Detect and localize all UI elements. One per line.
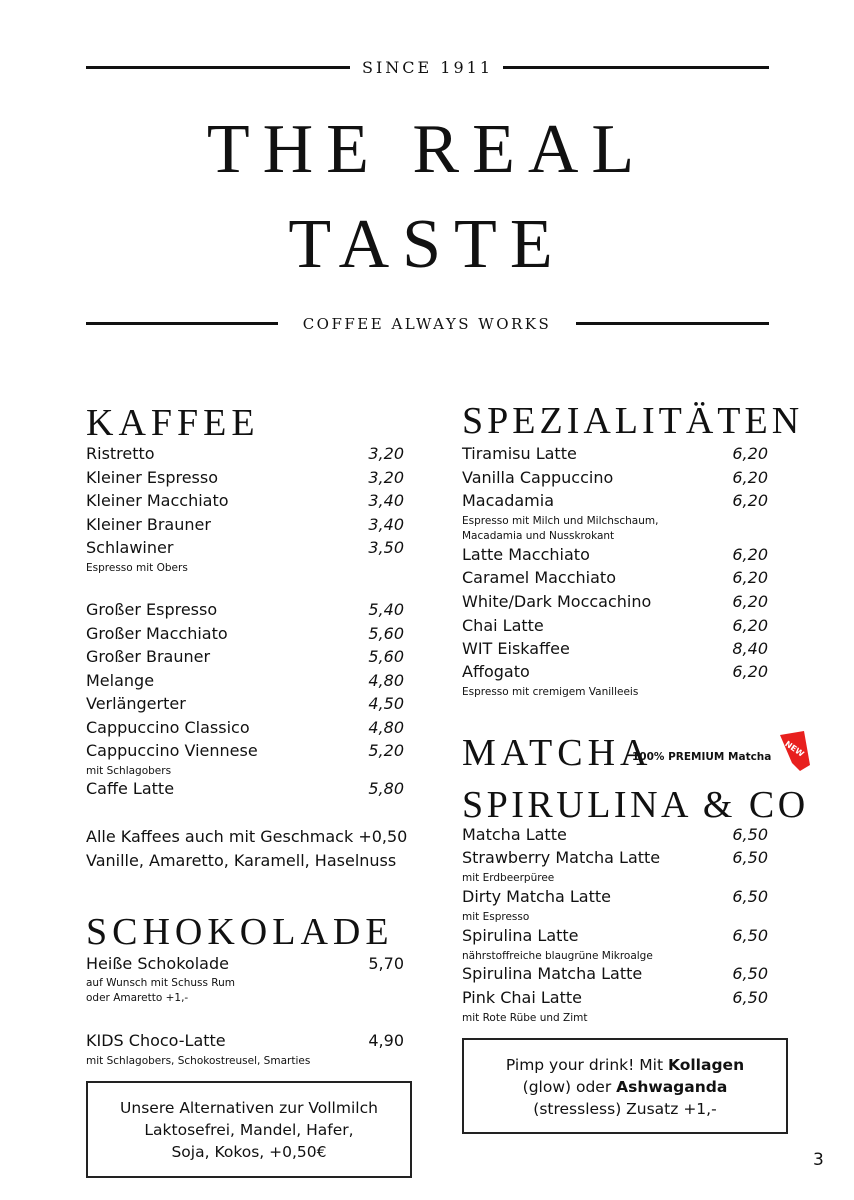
menu-item-price: 5,20 bbox=[368, 741, 404, 760]
menu-item-note: mit Rote Rübe und Zimt bbox=[462, 1012, 588, 1024]
menu-item-note: mit Espresso bbox=[462, 911, 530, 923]
page-number: 3 bbox=[813, 1150, 824, 1170]
menu-item-price: 4,80 bbox=[368, 671, 404, 690]
menu-item-price: 6,20 bbox=[732, 592, 768, 611]
menu-item-name: Pink Chai Latte bbox=[462, 988, 582, 1007]
menu-item-name: Matcha Latte bbox=[462, 825, 567, 844]
menu-item-name: Kleiner Espresso bbox=[86, 468, 219, 487]
since-label: SINCE 1911 bbox=[361, 58, 493, 77]
box-line: (stressless) Zusatz +1,- bbox=[533, 1100, 717, 1118]
menu-item-name: Macadamia bbox=[462, 491, 555, 510]
menu-item-price: 6,50 bbox=[732, 825, 768, 844]
menu-item-name: Kleiner Macchiato bbox=[86, 491, 229, 510]
section-title-spirulina: SPIRULINA & CO bbox=[462, 784, 809, 826]
box-line bbox=[464, 1076, 786, 1098]
flavor-list: Vanille, Amaretto, Karamell, Haselnuss bbox=[86, 851, 397, 870]
menu-item-name: Verlängerter bbox=[86, 694, 186, 713]
menu-item-name: Cappuccino Classico bbox=[86, 718, 250, 737]
menu-item-price: 6,20 bbox=[732, 616, 768, 635]
box-text-bold: Kollagen bbox=[667, 1056, 745, 1074]
new-badge-icon bbox=[780, 731, 810, 771]
menu-item-price: 4,80 bbox=[368, 718, 404, 737]
tagline-rule-left bbox=[86, 322, 278, 325]
menu-item-name: Caramel Macchiato bbox=[462, 568, 616, 587]
menu-item-note: mit Schlagobers, Schokostreusel, Smarties bbox=[86, 1055, 311, 1067]
menu-item-name: Caffe Latte bbox=[86, 779, 175, 798]
header-rule-left bbox=[86, 66, 350, 69]
menu-item-name: Melange bbox=[86, 671, 155, 690]
menu-item-note: nährstoffreiche blaugrüne Mikroalge bbox=[462, 950, 653, 962]
box-text: (glow) oder bbox=[522, 1078, 617, 1096]
menu-item-price: 3,50 bbox=[368, 538, 404, 557]
menu-item-name: Ristretto bbox=[86, 444, 155, 463]
menu-item-name: Großer Brauner bbox=[86, 647, 211, 666]
box-line: Unsere Alternativen zur Vollmilch bbox=[120, 1099, 378, 1117]
menu-item-note: Macadamia und Nusskrokant bbox=[462, 530, 615, 542]
box-line: Laktosefrei, Mandel, Hafer, bbox=[144, 1121, 354, 1139]
menu-item-price: 5,70 bbox=[368, 954, 404, 973]
new-badge-label: NEW bbox=[783, 739, 806, 759]
menu-item-name: Spirulina Matcha Latte bbox=[462, 964, 643, 983]
section-title-matcha: MATCHA bbox=[462, 732, 653, 774]
section-title-kaffee: KAFFEE bbox=[86, 402, 260, 444]
menu-item-price: 5,80 bbox=[368, 779, 404, 798]
section-title-spezialitaeten: SPEZIALITÄTEN bbox=[462, 400, 804, 442]
menu-item-name: WIT Eiskaffee bbox=[462, 639, 570, 658]
menu-item-price: 6,20 bbox=[732, 545, 768, 564]
menu-item-name: White/Dark Moccachino bbox=[462, 592, 652, 611]
menu-item-name: Großer Espresso bbox=[86, 600, 218, 619]
menu-item-note: mit Schlagobers bbox=[86, 765, 172, 777]
menu-item-name: Schlawiner bbox=[86, 538, 174, 557]
menu-item-price: 6,50 bbox=[732, 887, 768, 906]
menu-item-price: 3,40 bbox=[368, 515, 404, 534]
menu-item-note: mit Erdbeerpüree bbox=[462, 872, 555, 884]
menu-item-note: Espresso mit cremigem Vanilleeis bbox=[462, 686, 639, 698]
menu-item-price: 4,90 bbox=[368, 1031, 404, 1050]
menu-item-name: Tiramisu Latte bbox=[462, 444, 577, 463]
menu-item-price: 6,20 bbox=[732, 662, 768, 681]
menu-item-price: 5,60 bbox=[368, 624, 404, 643]
milk-alternatives-box bbox=[86, 1081, 412, 1178]
menu-item-price: 6,50 bbox=[732, 964, 768, 983]
menu-item-price: 6,50 bbox=[732, 926, 768, 945]
box-line bbox=[464, 1054, 786, 1076]
box-line: Soja, Kokos, +0,50€ bbox=[171, 1143, 327, 1161]
menu-item-note: Espresso mit Milch und Milchschaum, bbox=[462, 515, 659, 527]
header-rule-right bbox=[503, 66, 769, 69]
menu-item-name: Cappuccino Viennese bbox=[86, 741, 258, 760]
pimp-your-drink-box bbox=[462, 1038, 788, 1134]
tagline: COFFEE ALWAYS WORKS bbox=[302, 315, 552, 333]
menu-item-name: Latte Macchiato bbox=[462, 545, 590, 564]
section-title-schokolade: SCHOKOLADE bbox=[86, 911, 394, 953]
title-line-2: TASTE bbox=[288, 206, 566, 283]
title-line-1: THE REAL bbox=[206, 111, 648, 188]
menu-item-name: Affogato bbox=[462, 662, 530, 681]
menu-item-note: Espresso mit Obers bbox=[86, 562, 188, 574]
menu-item-price: 3,20 bbox=[368, 468, 404, 487]
menu-item-price: 6,20 bbox=[732, 491, 768, 510]
menu-item-name: Dirty Matcha Latte bbox=[462, 887, 611, 906]
flavor-info: Alle Kaffees auch mit Geschmack +0,50 bbox=[86, 827, 408, 846]
menu-item-name: Großer Macchiato bbox=[86, 624, 228, 643]
menu-item-note: auf Wunsch mit Schuss Rum bbox=[86, 977, 236, 989]
menu-item-name: Vanilla Cappuccino bbox=[462, 468, 614, 487]
menu-item-price: 5,60 bbox=[368, 647, 404, 666]
menu-item-name: Heiße Schokolade bbox=[86, 954, 229, 973]
menu-item-price: 4,50 bbox=[368, 694, 404, 713]
menu-item-price: 6,20 bbox=[732, 468, 768, 487]
menu-item-price: 6,50 bbox=[732, 988, 768, 1007]
menu-item-price: 6,20 bbox=[732, 568, 768, 587]
box-text: Pimp your drink! Mit bbox=[505, 1056, 668, 1074]
tagline-rule-right bbox=[576, 322, 769, 325]
menu-item-price: 3,40 bbox=[368, 491, 404, 510]
menu-item-price: 8,40 bbox=[732, 639, 768, 658]
menu-item-name: Strawberry Matcha Latte bbox=[462, 848, 661, 867]
menu-item-note: oder Amaretto +1,- bbox=[86, 992, 189, 1004]
menu-item-price: 6,50 bbox=[732, 848, 768, 867]
menu-item-name: Spirulina Latte bbox=[462, 926, 579, 945]
menu-item-name: KIDS Choco-Latte bbox=[86, 1031, 226, 1050]
premium-label: 100% PREMIUM Matcha bbox=[632, 751, 772, 763]
menu-item-price: 5,40 bbox=[368, 600, 404, 619]
menu-item-name: Kleiner Brauner bbox=[86, 515, 211, 534]
box-text-bold: Ashwaganda bbox=[616, 1078, 728, 1096]
menu-item-name: Chai Latte bbox=[462, 616, 544, 635]
menu-item-price: 6,20 bbox=[732, 444, 768, 463]
menu-item-price: 3,20 bbox=[368, 444, 404, 463]
